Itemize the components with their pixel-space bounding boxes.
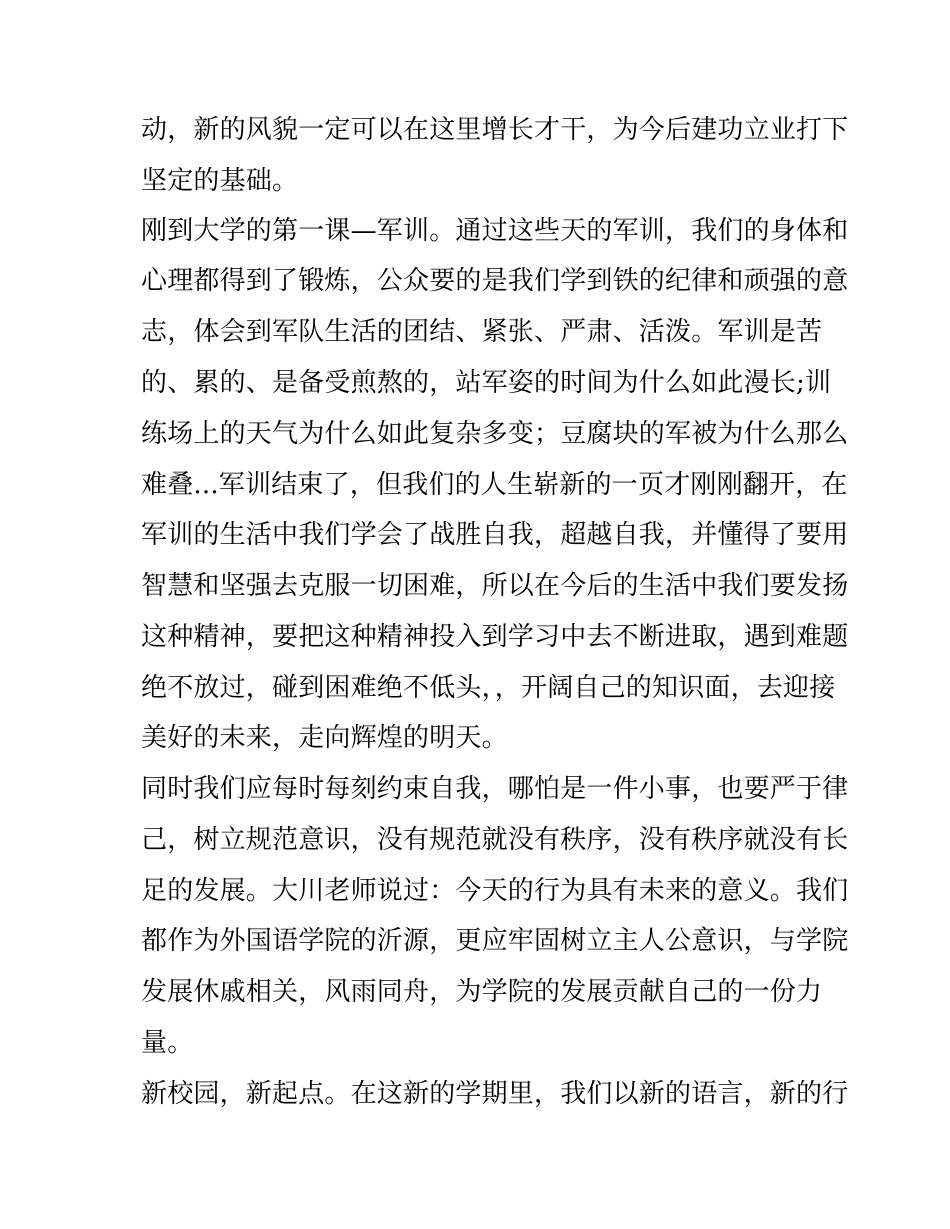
text-line: 刚到大学的第一课—军训。通过这些天的军训，我们的身体和: [141, 216, 849, 246]
text-line: 的、累的、是备受煎熬的，站军姿的时间为什么如此漫长;训: [141, 368, 832, 398]
text-line: 绝不放过，碰到困难绝不低头，，开阔自己的知识面，去迎接: [141, 673, 836, 703]
text-line: 都作为外国语学院的沂源，更应牢固树立主人公意识，与学院: [141, 926, 849, 956]
text-line: 练场上的天气为什么如此复杂多变；豆腐块的军被为什么那么: [141, 419, 849, 449]
text-line: 足的发展。大川老师说过：今天的行为具有未来的意义。我们: [141, 876, 849, 906]
text-line: 智慧和坚强去克服一切困难，所以在今后的生活中我们要发扬: [141, 571, 849, 601]
text-line: 这种精神，要把这种精神投入到学习中去不断进取，遇到难题: [141, 622, 849, 652]
text-line: 难叠...军训结束了，但我们的人生崭新的一页才刚刚翻开，在: [141, 470, 848, 500]
text-line: 志，体会到军队生活的团结、紧张、严肃、活泼。军训是苦: [141, 317, 823, 347]
text-line: 美好的未来，走向辉煌的明天。: [141, 723, 508, 753]
text-line: 己，树立规范意识，没有规范就没有秩序，没有秩序就没有长: [141, 825, 849, 855]
text-line: 军训的生活中我们学会了战胜自我，超越自我，并懂得了要用: [141, 520, 849, 550]
text-line: 发展休戚相关，风雨同舟，为学院的发展贡献自己的一份力: [141, 977, 823, 1007]
text-line: 坚定的基础。: [141, 166, 299, 196]
text-line: 心理都得到了锻炼，公众要的是我们学到铁的纪律和顽强的意: [141, 266, 849, 296]
text-line: 新校园，新起点。在这新的学期里，我们以新的语言，新的行: [141, 1079, 849, 1109]
text-line: 量。: [141, 1028, 194, 1058]
text-line: 同时我们应每时每刻约束自我，哪怕是一件小事，也要严于律: [141, 774, 849, 804]
text-line: 动，新的风貌一定可以在这里增长才干，为今后建功立业打下: [141, 115, 849, 145]
